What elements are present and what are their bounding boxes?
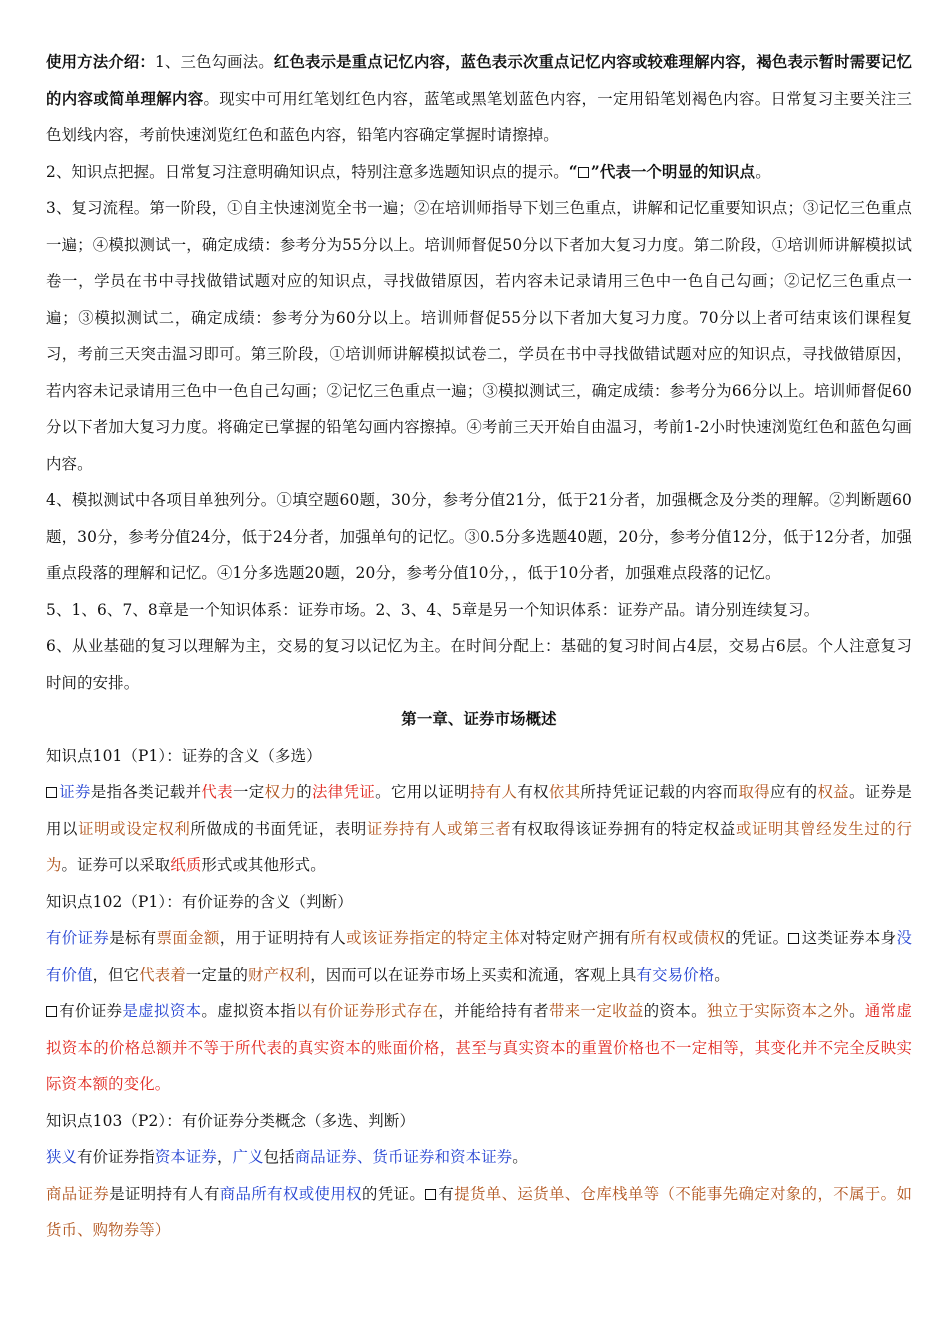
text-run: ，用于证明持有人: [219, 929, 347, 947]
text-run: 所有权或债权: [630, 929, 726, 947]
text-run: 法律凭证: [311, 783, 376, 801]
knowledge-point-box-icon: [425, 1189, 436, 1200]
text-run: 。: [755, 162, 771, 181]
paragraph: [46, 482, 912, 592]
text-run: 5、1、6、7、8章是一个知识体系：证券市场。2、3、4、5章是另一个知识体系：证券产品。请分别连续复习。: [46, 600, 820, 619]
text-run: 应有的: [770, 783, 818, 801]
text-run: 或证明其曾经发生过的行为: [46, 819, 912, 874]
text-run: 知识点101（P1）：证券的含义（多选）: [46, 746, 322, 765]
text-run: 资本证券: [154, 1148, 217, 1166]
text-run: 对特定财产拥有: [519, 929, 631, 947]
knowledge-point-box-icon: [46, 787, 57, 798]
text-run: 1、三色勾画法。: [154, 53, 274, 71]
text-run: 狭义: [46, 1148, 78, 1166]
text-run: 是证明持有人有: [109, 1184, 220, 1203]
paragraph: [46, 628, 912, 701]
text-run: 的: [296, 783, 312, 801]
text-run: 。虚拟资本指: [201, 1002, 297, 1020]
text-run: 3、复习流程。第一阶段，①自主快速浏览全书一遍；②在培训师指导下划三色重点，讲解和记忆重要知识点；③记忆三色重点一遍；④模拟测试一，确定成绩：参考分为55分以上。培训师督促50分以下者加大复习力度。第二阶段，①培训师讲解模拟试卷一，学员在书中寻找做错试题对应的知识点，寻找做错原因，若内容未记录请用三色中一色自己勾画；②记忆三色重点一遍；③模拟测试二，确定成绩：参考分为60分以上。培训师督促55分以下者加大复习力度。70分以上者可结束该们课程复习，考前三天突击温习即可。第三阶段，①培训师讲解模拟试卷二，学员在书中寻找做错试题对应的知识点，寻找做错原因，若内容未记录请用三色中一色自己勾画；②记忆三色重点一遍；③模拟测试三，确定成绩：参考分为66分以上。培训师督促60分以下者加大复习力度。将确定已掌握的铅笔勾画内容擦掉。④考前三天开始自由温习，考前1-2小时快速浏览红色和蓝色勾画内容。: [46, 199, 912, 473]
text-run: 使用方法介绍：: [46, 53, 155, 71]
text-run: 4、模拟测试中各项目单独列分。①填空题60题，30分，参考分值21分，低于21分者，加强概念及分类的理解。②判断题60题，30分，参考分值24分，低于24分者，加强单句的记忆。③0.5分多选题40题，20分，参考分值12分，低于12分者，加强重点段落的理解和记忆。④1分多选题20题，20分，参考分值10分，，低于10分者，加强难点段落的记忆。: [46, 491, 912, 582]
text-run: 一定量的: [185, 965, 249, 984]
text-run: 有价证券指: [77, 1148, 155, 1166]
text-run: 有: [438, 1184, 455, 1203]
text-run: 没有价值: [46, 929, 913, 984]
paragraph: [46, 920, 912, 993]
text-run: 持有人: [469, 783, 518, 801]
paragraph: [46, 44, 912, 154]
text-run: 。: [849, 1002, 865, 1020]
paragraph: [46, 884, 912, 921]
text-run: 。: [714, 965, 730, 984]
text-run: 以有价证券形式存在: [296, 1002, 439, 1020]
paragraph: [46, 1103, 912, 1140]
text-run: ，因而可以在证券市场上买卖和流通，客观上具: [310, 965, 637, 984]
text-run: 有价证券: [46, 929, 110, 947]
text-run: ，并能给持有者: [438, 1002, 549, 1020]
text-run: 权力: [264, 783, 297, 801]
paragraph: [46, 592, 912, 629]
text-run: 商品所有权或使用权: [219, 1184, 362, 1203]
text-run: 。证券是用以: [46, 783, 912, 838]
text-run: 是虚拟资本: [122, 1002, 202, 1020]
text-run: 带来一定收益: [548, 1002, 644, 1020]
text-run: 。: [512, 1148, 528, 1166]
text-run: 纸质: [170, 856, 202, 874]
text-run: 或该证券指定的特定主体: [346, 929, 520, 947]
text-run: 票面金额: [156, 929, 220, 947]
text-run: 广义: [232, 1148, 264, 1166]
text-run: 红色表示是重点记忆内容，蓝色表示次重点记忆内容或较难理解内容，褐色表示暂时需要记忆的内容或简单理解内容: [46, 53, 912, 108]
text-run: 是标有: [109, 929, 157, 947]
text-run: 第一章、证券市场概述: [401, 710, 557, 728]
text-run: 的凭证。: [725, 929, 789, 947]
text-run: 。它用以证明: [375, 783, 470, 801]
text-run: ，但它: [92, 965, 140, 984]
paragraph: [46, 1139, 912, 1176]
paragraph: [46, 993, 912, 1103]
paragraph: [46, 1176, 912, 1249]
text-run: 。现实中可用红笔划红色内容，蓝笔或黑笔划蓝色内容，一定用铅笔划褐色内容。日常复习主要关注三色划线内容，考前快速浏览红色和蓝色内容，铅笔内容确定掌握时请擦掉。: [46, 89, 912, 144]
text-run: 。证券可以采取: [61, 856, 171, 874]
text-run: 所做成的书面凭证，表明: [190, 819, 367, 838]
text-run: 的凭证。: [361, 1184, 426, 1203]
text-run: 包括: [263, 1148, 295, 1166]
paragraph: [46, 738, 912, 775]
text-run: 取得: [738, 783, 771, 801]
text-run: 通常虚拟资本的价格总额并不等于所代表的真实资本的账面价格，甚至与真实资本的重置价格也不一定相等，其变化并不完全反映实际资本额的变化。: [46, 1002, 912, 1093]
chapter-title: [46, 701, 912, 738]
text-run: 有权: [517, 783, 549, 801]
text-run: 权益: [817, 783, 850, 801]
text-run: 证券持有人或第三者: [366, 819, 512, 838]
text-run: 财产权利: [248, 965, 311, 984]
knowledge-point-box-icon: [578, 167, 589, 178]
text-run: 证明或设定权利: [78, 819, 191, 838]
text-run: 证券: [59, 783, 91, 801]
text-run: 代表着: [139, 965, 186, 984]
knowledge-point-box-icon: [788, 933, 799, 944]
text-run: 商品证券、货币证券和资本证券: [294, 1148, 513, 1166]
paragraph: [46, 774, 912, 884]
knowledge-point-box-icon: [46, 1006, 57, 1017]
text-run: 是指各类记载并: [90, 783, 202, 801]
text-run: 6、从业基础的复习以理解为主，交易的复习以记忆为主。在时间分配上：基础的复习时间占4层，交易占6层。个人注意复习时间的安排。: [46, 637, 912, 692]
text-run: 有价证券: [59, 1002, 123, 1020]
text-run: 独立于实际资本之外: [706, 1002, 850, 1020]
text-run: 代表: [201, 783, 233, 801]
text-run: 这类证券本身: [801, 929, 897, 947]
text-run: ”代表一个明显的知识点: [590, 162, 756, 181]
paragraph: [46, 190, 912, 482]
text-run: 形式或其他形式。: [201, 856, 326, 874]
text-run: 有交易价格: [636, 965, 715, 984]
text-run: 一定: [233, 783, 265, 801]
text-run: 提货单、运货单、仓库栈单等（不能事先确定对象的，不属于。如货币、购物券等）: [46, 1184, 912, 1239]
text-run: ，: [216, 1148, 233, 1166]
text-run: “: [568, 162, 578, 181]
text-run: 依其: [548, 783, 581, 801]
paragraph: [46, 154, 912, 191]
text-run: 有权取得该证券拥有的特定权益: [511, 819, 736, 838]
text-run: 知识点102（P1）：有价证券的含义（判断）: [46, 892, 353, 911]
text-run: 所持凭证记载的内容而: [580, 783, 739, 801]
text-run: 知识点103（P2）：有价证券分类概念（多选、判断）: [46, 1111, 415, 1130]
text-run: 的资本。: [643, 1002, 707, 1020]
text-run: 商品证券: [46, 1184, 110, 1203]
text-run: 2、知识点把握。日常复习注意明确知识点，特别注意多选题知识点的提示。: [46, 162, 569, 181]
